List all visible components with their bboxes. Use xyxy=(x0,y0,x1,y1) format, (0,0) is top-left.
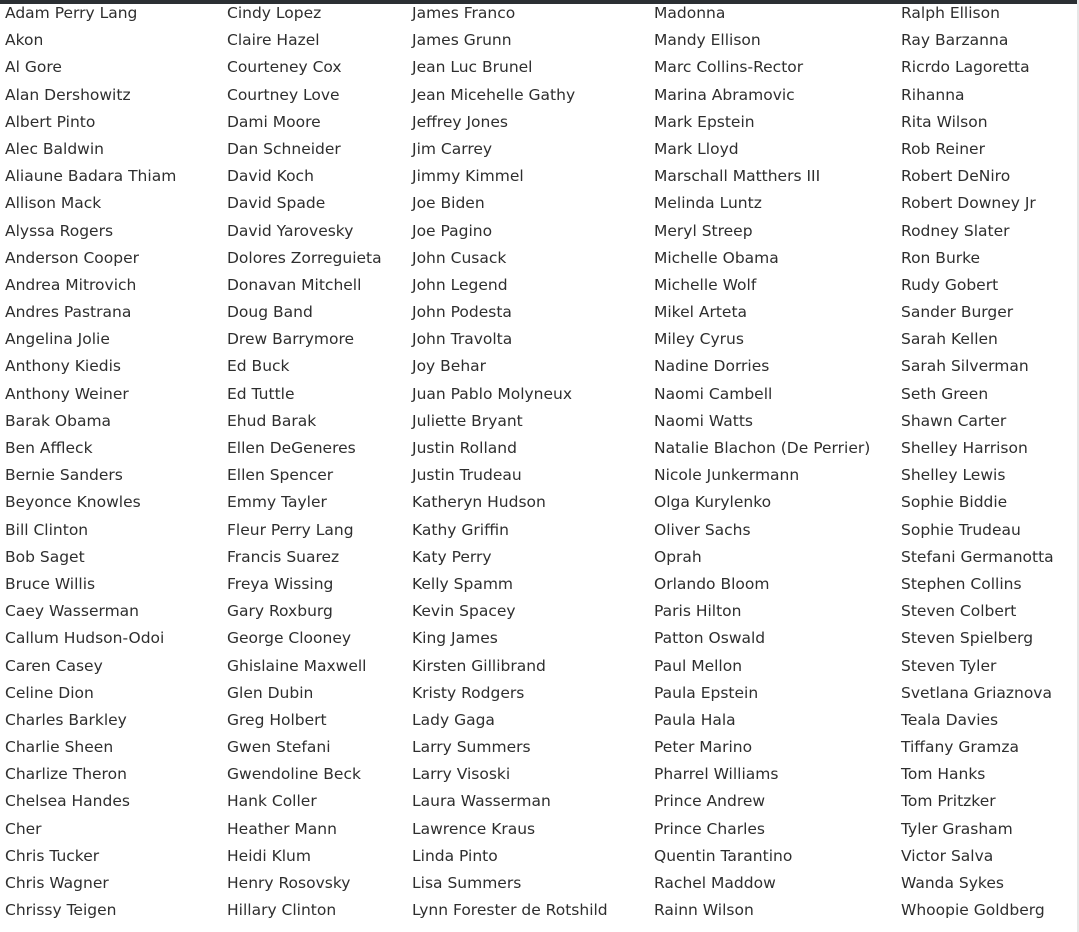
name-cell: Steven Tyler xyxy=(901,656,997,675)
name-cell: Marina Abramovic xyxy=(654,85,795,104)
name-cell: Ray Barzanna xyxy=(901,31,1009,50)
name-cell: Tom Pritzker xyxy=(901,792,996,811)
name-cell: David Spade xyxy=(227,194,326,213)
name-cell: Ehud Barak xyxy=(227,411,317,430)
name-cell: Heidi Klum xyxy=(227,846,311,865)
name-cell: Prince Andrew xyxy=(654,792,766,811)
name-cell: Caey Wasserman xyxy=(5,602,139,621)
name-column-3 xyxy=(412,0,608,924)
name-cell: Gwen Stefani xyxy=(227,738,331,757)
name-cell: Sophie Trudeau xyxy=(901,520,1021,539)
name-cell: Jimmy Kimmel xyxy=(412,167,524,186)
name-cell: Paris Hilton xyxy=(654,602,742,621)
name-column-4 xyxy=(654,0,870,924)
name-cell: Bob Saget xyxy=(5,547,85,566)
name-cell: Michelle Wolf xyxy=(654,275,757,294)
name-cell: Bill Clinton xyxy=(5,520,89,539)
name-cell: Kelly Spamm xyxy=(412,574,514,593)
name-cell: Miley Cyrus xyxy=(654,330,744,349)
name-cell: Oliver Sachs xyxy=(654,520,751,539)
name-cell: James Grunn xyxy=(412,31,512,50)
name-cell: Lynn Forester de Rotshild xyxy=(412,901,608,920)
name-cell: Shelley Harrison xyxy=(901,439,1028,457)
name-cell: Ed Tuttle xyxy=(227,384,295,403)
name-cell: Teala Davies xyxy=(901,710,999,729)
name-cell: Charlize Theron xyxy=(5,765,127,784)
name-cell: Robert Downey Jr xyxy=(901,194,1036,213)
name-cell: David Yarovesky xyxy=(227,221,354,240)
name-cell: Peter Marino xyxy=(654,738,753,757)
name-cell: Melinda Luntz xyxy=(654,194,762,213)
name-cell: Anderson Cooper xyxy=(5,248,140,267)
name-cell: Tiffany Gramza xyxy=(901,738,1020,757)
name-cell: Juan Pablo Molyneux xyxy=(412,384,573,403)
name-cell: Robert DeNiro xyxy=(901,167,1011,186)
name-cell: Victor Salva xyxy=(901,846,994,865)
name-cell: Meryl Streep xyxy=(654,221,753,240)
name-cell: Madonna xyxy=(654,4,726,22)
name-cell: Katheryn Hudson xyxy=(412,493,546,512)
name-cell: Sarah Kellen xyxy=(901,330,998,349)
name-cell: Steven Spielberg xyxy=(901,629,1034,648)
name-cell: Juliette Bryant xyxy=(412,411,523,430)
name-cell: Alyssa Rogers xyxy=(5,221,114,240)
name-cell: Chris Wagner xyxy=(5,874,109,892)
name-cell: Michelle Obama xyxy=(654,248,779,267)
name-cell: Akon xyxy=(5,31,44,50)
name-cell: James Franco xyxy=(412,4,516,22)
name-cell: Marc Collins-Rector xyxy=(654,58,804,77)
name-cell: Mark Epstein xyxy=(654,112,755,131)
name-cell: Lady Gaga xyxy=(412,710,495,729)
name-cell: Rudy Gobert xyxy=(901,275,999,294)
name-cell: Jean Luc Brunel xyxy=(412,58,533,77)
name-cell: Chrissy Teigen xyxy=(5,901,117,920)
name-cell: Beyonce Knowles xyxy=(5,493,141,512)
name-cell: Ralph Ellison xyxy=(901,4,1000,22)
name-cell: Angelina Jolie xyxy=(5,330,110,349)
name-cell: John Cusack xyxy=(412,248,507,267)
name-cell: Chelsea Handes xyxy=(5,792,130,811)
name-cell: Lisa Summers xyxy=(412,874,522,892)
name-cell: Charlie Sheen xyxy=(5,738,114,757)
name-cell: Laura Wasserman xyxy=(412,792,551,811)
name-cell: Freya Wissing xyxy=(227,574,334,593)
name-cell: David Koch xyxy=(227,167,314,186)
name-cell: Gary Roxburg xyxy=(227,602,333,621)
name-cell: Rodney Slater xyxy=(901,221,1010,240)
name-cell: Hank Coller xyxy=(227,792,317,811)
name-cell: Mandy Ellison xyxy=(654,31,761,50)
name-cell: Allison Mack xyxy=(5,194,102,213)
name-cell: Seth Green xyxy=(901,384,989,403)
name-cell: Drew Barrymore xyxy=(227,330,355,349)
name-cell: Barak Obama xyxy=(5,411,112,430)
name-cell: John Legend xyxy=(412,275,508,294)
name-cell: Rihanna xyxy=(901,85,965,104)
name-cell: Stefani Germanotta xyxy=(901,547,1054,566)
name-cell: Paula Hala xyxy=(654,710,736,729)
name-cell: Whoopie Goldberg xyxy=(901,901,1045,920)
name-cell: Courtney Love xyxy=(227,85,340,104)
name-cell: Kristy Rodgers xyxy=(412,683,525,702)
name-cell: Ed Buck xyxy=(227,357,290,376)
name-cell: Prince Charles xyxy=(654,819,765,838)
name-column-5 xyxy=(901,0,1054,924)
name-cell: Olga Kurylenko xyxy=(654,493,772,512)
name-cell: Quentin Tarantino xyxy=(654,846,793,865)
name-cell: Steven Colbert xyxy=(901,602,1017,621)
name-cell: Justin Trudeau xyxy=(412,466,522,485)
name-cell: Pharrel Williams xyxy=(654,765,779,784)
name-cell: Ghislaine Maxwell xyxy=(227,656,367,675)
name-cell: Patton Oswald xyxy=(654,629,766,648)
name-cell: Joe Pagino xyxy=(412,221,493,240)
name-cell: Bruce Willis xyxy=(5,574,96,593)
name-cell: Sarah Silverman xyxy=(901,357,1029,376)
name-cell: Paul Mellon xyxy=(654,656,743,675)
name-cell: Joe Biden xyxy=(412,194,485,213)
name-cell: Courteney Cox xyxy=(227,58,342,77)
name-cell: Nadine Dorries xyxy=(654,357,770,376)
name-cell: Justin Rolland xyxy=(412,439,517,457)
name-cell: Sander Burger xyxy=(901,303,1014,322)
name-cell: Anthony Weiner xyxy=(5,384,129,403)
name-cell: Mark Lloyd xyxy=(654,139,739,158)
name-cell: Ben Affleck xyxy=(5,439,93,457)
name-cell: King James xyxy=(412,629,498,648)
name-cell: Wanda Sykes xyxy=(901,874,1004,892)
name-cell: Rita Wilson xyxy=(901,112,988,131)
name-cell: Marschall Matthers III xyxy=(654,167,821,186)
name-cell: Gwendoline Beck xyxy=(227,765,361,784)
name-cell: Callum Hudson-Odoi xyxy=(5,629,165,648)
name-cell: Joy Behar xyxy=(412,357,487,376)
name-cell: Albert Pinto xyxy=(5,112,96,131)
name-cell: Emmy Tayler xyxy=(227,493,327,512)
name-cell: Tyler Grasham xyxy=(901,819,1013,838)
name-cell: Ellen Spencer xyxy=(227,466,334,485)
name-cell: Naomi Cambell xyxy=(654,384,773,403)
name-cell: Donavan Mitchell xyxy=(227,275,362,294)
name-cell: Tom Hanks xyxy=(901,765,986,784)
name-cell: Shelley Lewis xyxy=(901,466,1006,485)
name-cell: Dan Schneider xyxy=(227,139,341,158)
name-cell: Svetlana Griaznova xyxy=(901,683,1052,702)
name-cell: Fleur Perry Lang xyxy=(227,520,354,539)
name-cell: Glen Dubin xyxy=(227,683,314,702)
name-cell: Caren Casey xyxy=(5,656,103,675)
name-cell: Rainn Wilson xyxy=(654,901,754,920)
name-cell: Cindy Lopez xyxy=(227,4,322,22)
name-cell: Claire Hazel xyxy=(227,31,320,50)
name-cell: Alec Baldwin xyxy=(5,139,104,158)
name-cell: Ron Burke xyxy=(901,248,981,267)
name-cell: Chris Tucker xyxy=(5,846,100,865)
name-cell: Francis Suarez xyxy=(227,547,340,566)
name-cell: Kirsten Gillibrand xyxy=(412,656,546,675)
name-cell: Alan Dershowitz xyxy=(5,85,131,104)
name-cell: Andres Pastrana xyxy=(5,303,132,322)
name-cell: Orlando Bloom xyxy=(654,574,770,593)
name-cell: Cher xyxy=(5,819,42,838)
name-cell: Jean Micehelle Gathy xyxy=(412,85,576,104)
name-cell: Rachel Maddow xyxy=(654,874,776,892)
name-cell: Jim Carrey xyxy=(412,139,493,158)
name-cell: Lawrence Kraus xyxy=(412,819,536,838)
name-cell: Rob Reiner xyxy=(901,139,985,158)
name-cell: Charles Barkley xyxy=(5,710,127,729)
name-cell: Hillary Clinton xyxy=(227,901,337,920)
name-cell: Anthony Kiedis xyxy=(5,357,121,376)
name-column-1 xyxy=(5,0,176,924)
name-cell: Mikel Arteta xyxy=(654,303,748,322)
name-cell: Dami Moore xyxy=(227,112,321,131)
name-cell: Aliaune Badara Thiam xyxy=(5,167,177,186)
name-cell: Larry Visoski xyxy=(412,765,511,784)
name-column-2 xyxy=(227,0,382,924)
name-cell: Nicole Junkermann xyxy=(654,466,800,485)
name-cell: Shawn Carter xyxy=(901,411,1007,430)
name-cell: Jeffrey Jones xyxy=(412,112,508,131)
name-cell: Henry Rosovsky xyxy=(227,874,351,892)
name-cell: Ellen DeGeneres xyxy=(227,439,356,457)
name-cell: George Clooney xyxy=(227,629,352,648)
name-cell: Naomi Watts xyxy=(654,411,753,430)
name-cell: Heather Mann xyxy=(227,819,337,838)
name-cell: Dolores Zorreguieta xyxy=(227,248,382,267)
name-cell: Bernie Sanders xyxy=(5,466,123,485)
name-cell: Ricrdo Lagoretta xyxy=(901,58,1030,77)
name-cell: Oprah xyxy=(654,547,702,566)
name-cell: Andrea Mitrovich xyxy=(5,275,137,294)
name-cell: Stephen Collins xyxy=(901,574,1022,593)
name-cell: Natalie Blachon (De Perrier) xyxy=(654,439,871,457)
name-cell: Kevin Spacey xyxy=(412,602,516,621)
name-cell: Al Gore xyxy=(5,58,62,77)
name-cell: Celine Dion xyxy=(5,683,94,702)
name-cell: John Travolta xyxy=(412,330,513,349)
name-cell: Greg Holbert xyxy=(227,710,327,729)
name-cell: Adam Perry Lang xyxy=(5,4,138,22)
name-cell: Katy Perry xyxy=(412,547,492,566)
name-cell: Linda Pinto xyxy=(412,846,498,865)
name-cell: Larry Summers xyxy=(412,738,531,757)
name-cell: Doug Band xyxy=(227,303,313,322)
name-cell: Kathy Griffin xyxy=(412,520,509,539)
name-cell: John Podesta xyxy=(412,303,512,322)
name-cell: Paula Epstein xyxy=(654,683,759,702)
name-cell: Sophie Biddie xyxy=(901,493,1008,512)
